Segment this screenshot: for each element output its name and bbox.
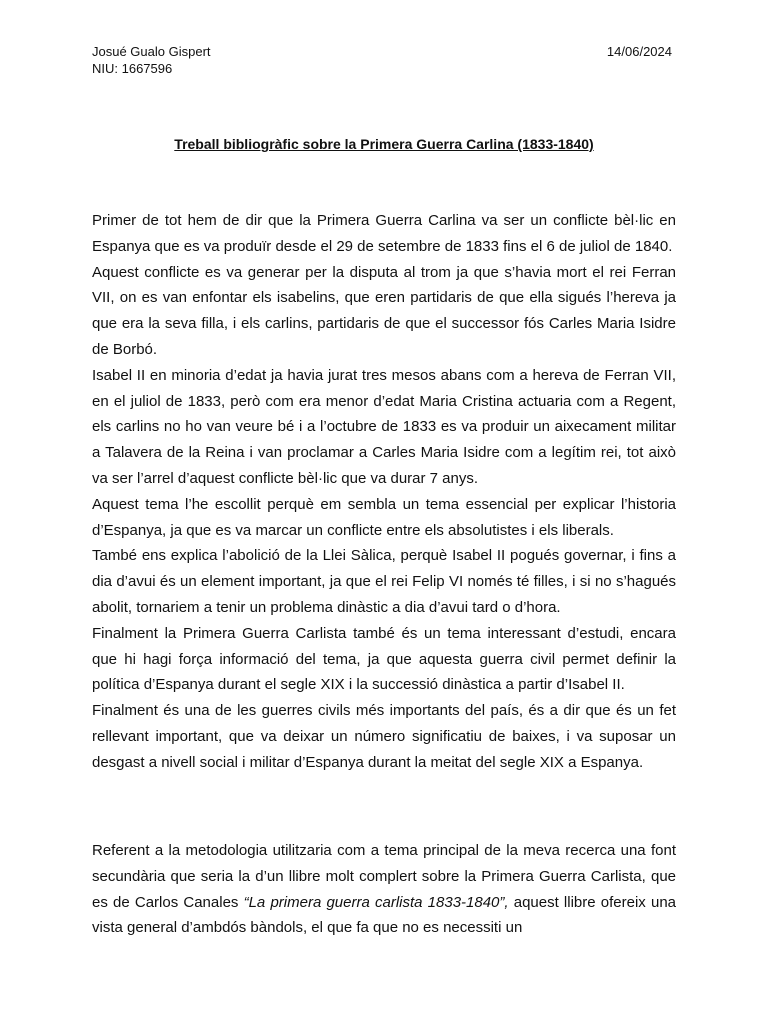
paragraph: Aquest tema l’he escollit perquè em sembla un tema essencial per explicar l’historia d’Espanya, ja que es va marcar un conflicte entre els absolutistes i els liberals. (92, 495, 676, 539)
paragraph: Aquest conflicte es va generar per la disputa al trom ja que s’havia mort el rei Ferran VII, on es van enfontar els isabelins, que eren partidaris de que ella sigués l’hereva ja que era la seva filla, i els carlins, partidaris de que el successor fós Carles Maria Isidre de Borbó. (92, 263, 676, 358)
methodology-section (92, 838, 676, 941)
author-name: Josué Gualo Gispert (92, 44, 211, 59)
paragraph: Finalment la Primera Guerra Carlista també és un tema interessant d’estudi, encara que hi hagi força informació del tema, ja que aquesta guerra civil permet definir la política d’Espanya durant el segle XIX i la successió dinàstica a partir d’Isabel II. (92, 624, 676, 694)
student-id: NIU: 1667596 (92, 61, 173, 76)
document-date: 14/06/2024 (606, 44, 672, 59)
paragraph: Isabel II en minoria d’edat ja havia jurat tres mesos abans com a hereva de Ferran VII, en el juliol de 1833, però com era menor d’edat Maria Cristina actuaria com a Regent, els carlins no ho van veure bé i a l’octubre de 1833 es va produir un aixecament militar a Talavera de la Reina i van proclamar a Carles Maria Isidre com a legítim rei, tot això va ser l’arrel d’aquest conflicte bèl·lic que va durar 7 anys. (92, 366, 676, 487)
paragraph: Primer de tot hem de dir que la Primera Guerra Carlina va ser un conflicte bèl·lic en Espanya que es va produïr desde el 29 de setembre de 1833 fins el 6 de juliol de 1840. (92, 212, 676, 255)
document-body (92, 208, 676, 776)
paragraph: Finalment és una de les guerres civils més importants del país, és a dir que és un fet rellevant important, que va deixar un número significatiu de baixes, i va suposar un desgast a nivell social i militar d’Espanya durant la meitat del segle XIX a Espanya. (92, 702, 676, 771)
methodology-paragraph (92, 838, 676, 941)
methodology-text-continued: aquest llibre ofereix una vista general d’ambdós bàndols, el que fa que no es necessiti un (92, 893, 677, 937)
paragraph: També ens explica l’abolició de la Llei Sàlica, perquè Isabel II pogués governar, i fins a dia d’avui és un element important, ja que el rei Felip VI només té filles, i si no s’hagués abolit, tornariem a tenir un problema dinàstic a dia d’avui tard o d’hora. (92, 547, 676, 616)
methodology-text: Referent a la metodologia utilitzaria com a tema principal de la meva recerca una font secundària que seria la d’un llibre molt complert sobre la Primera Guerra Carlista, que es de Carlos Canales (92, 842, 676, 911)
document-title: Treball bibliogràfic sobre la Primera Guerra Carlina (1833-1840) (174, 136, 594, 152)
book-title: “La primera guerra carlista 1833-1840”, (243, 893, 509, 911)
document-header (92, 43, 672, 77)
